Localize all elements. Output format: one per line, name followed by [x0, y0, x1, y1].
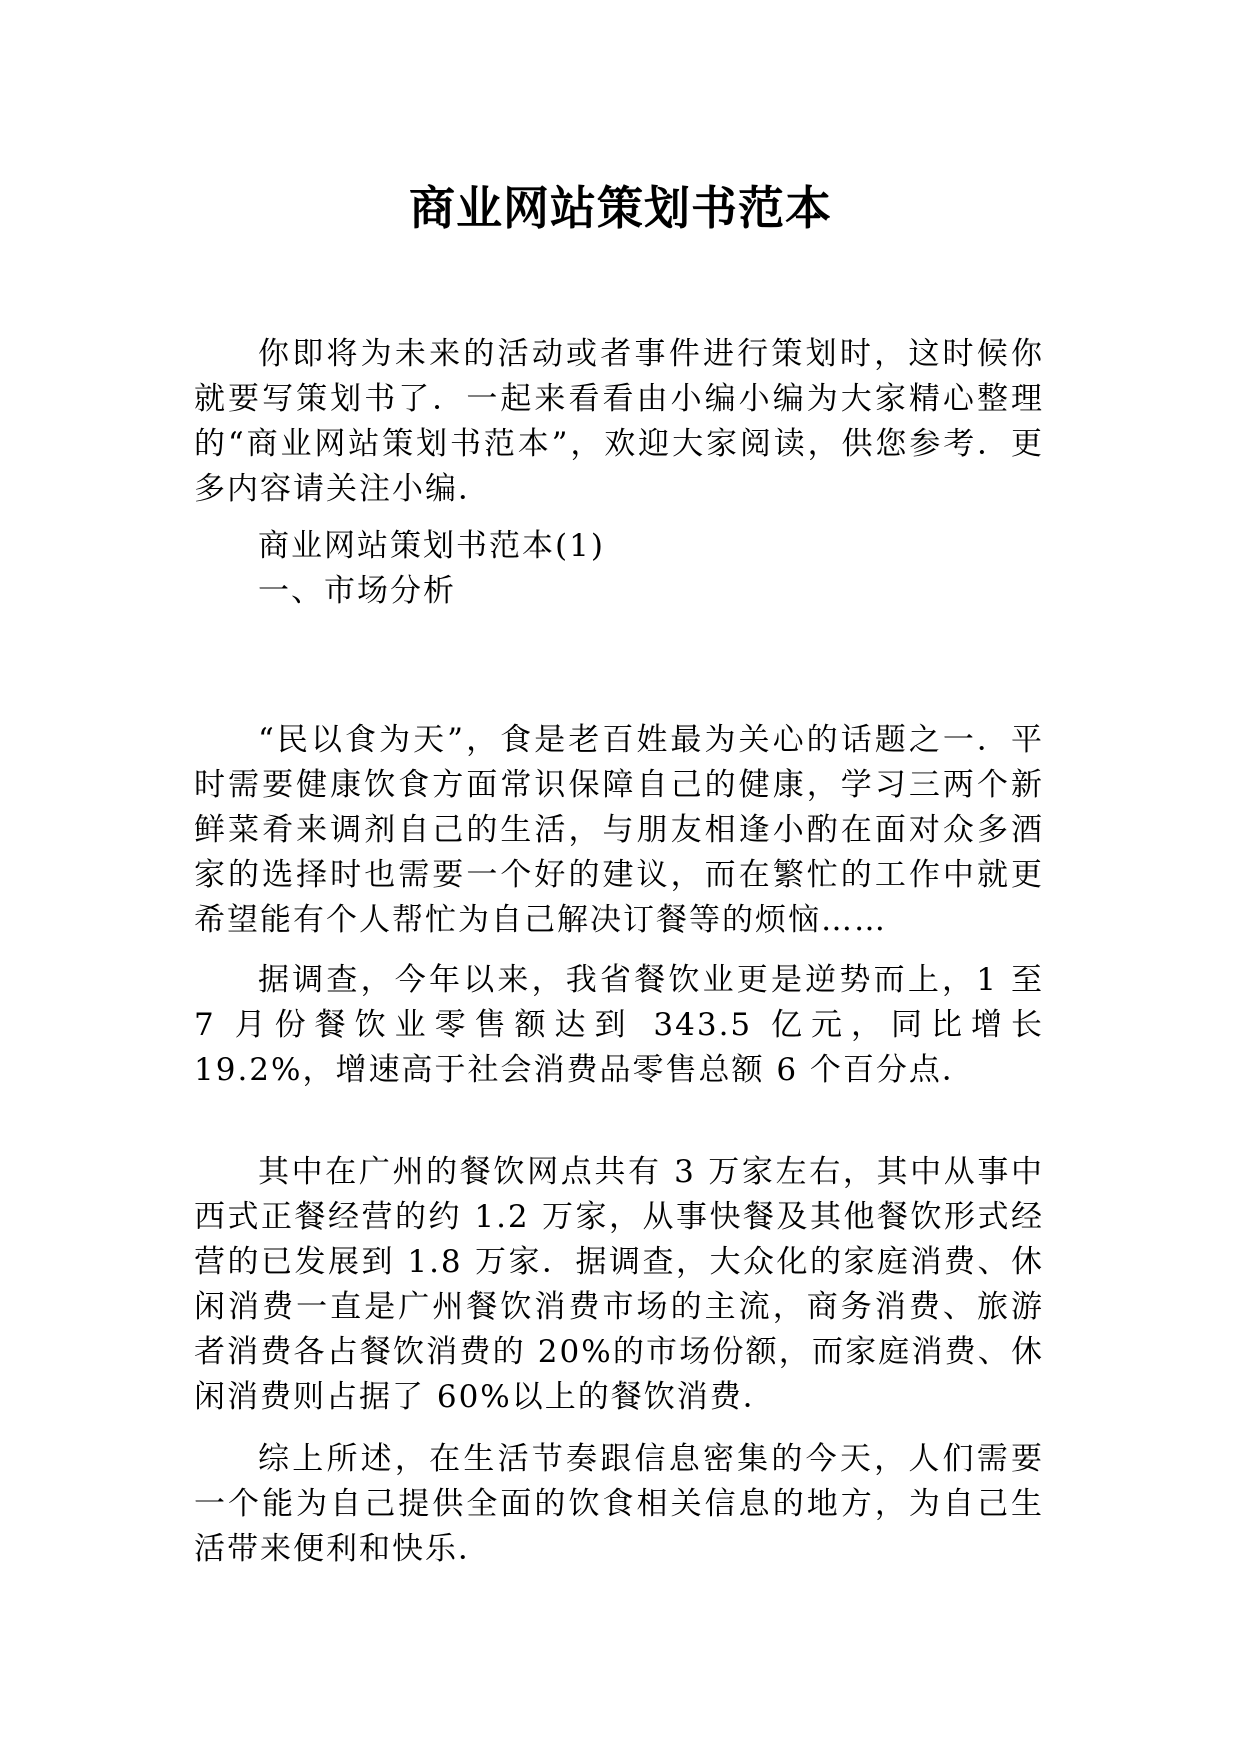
- body-paragraph: “民以食为天”，食是老百姓最为关心的话题之一．平时需要健康饮食方面常识保障自己的健康，学习三两个新鲜菜肴来调剂自己的生活，与朋友相逢小酌在面对众多酒家的选择时也需要一个好的建议，而在繁忙的工作中就更希望能有个人帮忙为自己解决订餐等的烦恼……: [194, 722, 1044, 938]
- paragraph-block-2: [194, 958, 1044, 1093]
- intro-block: [194, 332, 1044, 512]
- intro-paragraph: 你即将为未来的活动或者事件进行策划时，这时候你就要写策划书了．一起来看看由小编小编为大家精心整理的“商业网站策划书范本”，欢迎大家阅读，供您参考．更多内容请关注小编．: [194, 336, 1044, 507]
- paragraph-block-3: [194, 1150, 1044, 1420]
- section-heading-block: [194, 524, 1044, 614]
- paragraph-block-1: [194, 718, 1044, 943]
- body-paragraph: 其中在广州的餐饮网点共有 3 万家左右，其中从事中西式正餐经营的约 1.2 万家，从事快餐及其他餐饮形式经营的已发展到 1.8 万家．据调查，大众化的家庭消费、休闲消费一直是广州餐饮消费市场的主流，商务消费、旅游者消费各占餐饮消费的 20%的市场份额，而家庭消费、休闲消费则占据了 60%以上的餐饮消费．: [194, 1154, 1044, 1415]
- subsection-title: 一、市场分析: [258, 573, 456, 609]
- section-title: 商业网站策划书范本(1): [258, 528, 605, 564]
- body-paragraph: 综上所述，在生活节奏跟信息密集的今天，人们需要一个能为自己提供全面的饮食相关信息的地方，为自己生活带来便利和快乐．: [194, 1441, 1044, 1567]
- document-title: 商业网站策划书范本: [409, 181, 832, 235]
- body-paragraph: 据调查，今年以来，我省餐饮业更是逆势而上，1 至 7 月份餐饮业零售额达到 343.5 亿元，同比增长 19.2%，增速高于社会消费品零售总额 6 个百分点．: [194, 962, 1044, 1088]
- paragraph-block-4: [194, 1437, 1044, 1572]
